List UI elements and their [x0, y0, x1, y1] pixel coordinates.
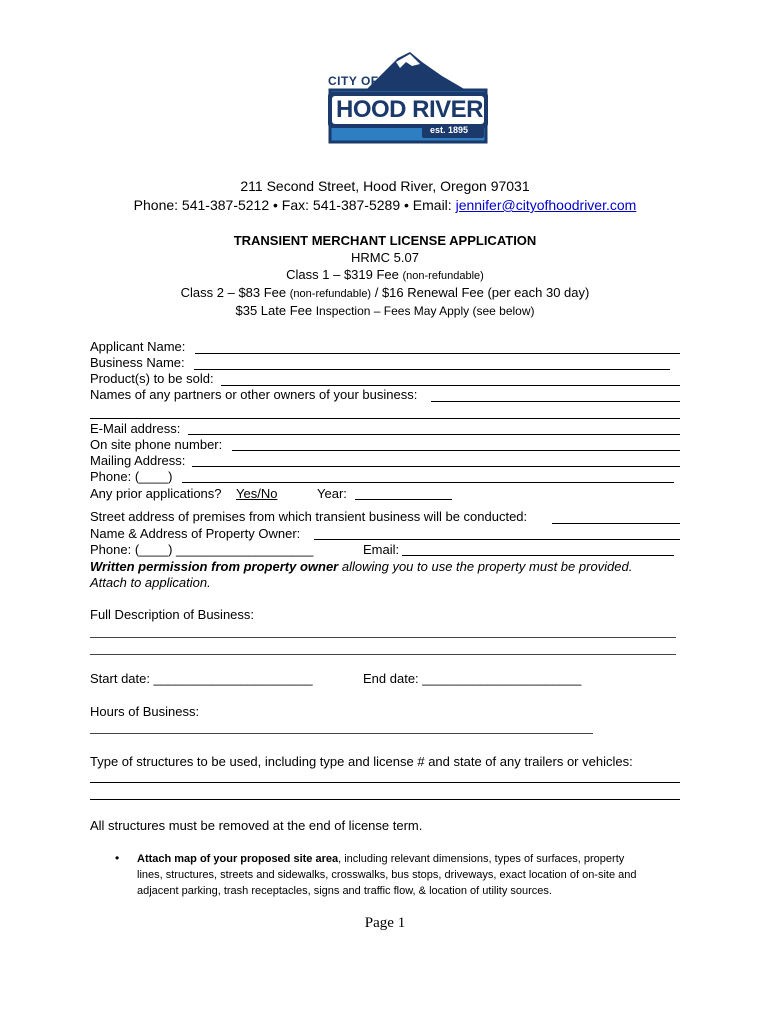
mailing-address-label: Mailing Address: — [90, 453, 186, 468]
phone-label: Phone: (____) — [90, 469, 173, 484]
owner-phone-label: Phone: (____) ___________________ — [90, 542, 314, 557]
form-title: TRANSIENT MERCHANT LICENSE APPLICATION — [233, 233, 537, 248]
class2-fee — [0, 285, 770, 300]
city-logo — [326, 50, 492, 148]
products-label: Product(s) to be sold: — [90, 371, 214, 386]
onsite-phone-field[interactable] — [232, 450, 680, 451]
description-field-line1[interactable] — [90, 637, 676, 638]
description-field-line2[interactable] — [90, 654, 676, 655]
site-map-text3: adjacent parking, trash receptacles, signs and traffic flow, & location of utility sources. — [137, 885, 552, 897]
code-ref: HRMC 5.07 — [351, 250, 419, 265]
permission-rest: allowing you to use the property must be provided. — [338, 559, 633, 574]
partners-label: Names of any partners or other owners of your business: — [90, 387, 418, 402]
class1-text: Class 1 – $319 Fee — [286, 267, 403, 282]
property-owner-field[interactable] — [314, 539, 680, 540]
partners-field[interactable] — [431, 401, 680, 402]
email-link[interactable]: jennifer@cityofhoodriver.com — [455, 197, 637, 213]
class2-renewal: / $16 Renewal Fee (per each 30 day) — [371, 285, 590, 300]
site-map-text2: lines, structures, streets and sidewalks, crosswalks, bus stops, driveways, exact location of on-site and — [137, 869, 637, 881]
hours-label: Hours of Business: — [90, 704, 200, 719]
class2-text: Class 2 – $83 Fee — [180, 285, 290, 300]
site-map-bold: Attach map of your proposed site area — [137, 853, 339, 865]
mailing-address-field[interactable] — [192, 466, 680, 467]
page-number: Page 1 — [364, 915, 406, 931]
email-address-label: E-Mail address: — [90, 421, 181, 436]
site-map-text1: , including relevant dimensions, types of surfaces, property — [338, 853, 625, 865]
applicant-name-label: Applicant Name: — [90, 339, 186, 354]
street-address-field[interactable] — [552, 523, 680, 524]
full-description-label: Full Description of Business: — [90, 607, 255, 622]
class2-note: (non-refundable) — [289, 288, 372, 300]
logo-name: HOOD RIVER — [336, 96, 484, 123]
email-address-field[interactable] — [188, 434, 680, 435]
permission-bold: Written permission from property owner — [90, 559, 339, 574]
structures-field-line2[interactable] — [90, 799, 680, 800]
address: 211 Second Street, Hood River, Oregon 97031 — [240, 178, 530, 194]
late-fee-text: $35 Late Fee — [235, 303, 316, 318]
class1-fee — [0, 267, 770, 282]
contact-text: Phone: 541-387-5212 • Fax: 541-387-5289 • Email: — [133, 197, 456, 213]
products-field[interactable] — [221, 385, 680, 386]
structures-field-line1[interactable] — [90, 782, 680, 783]
street-address-label: Street address of premises from which transient business will be conducted: — [90, 509, 528, 524]
prior-apps-label: Any prior applications? — [90, 486, 222, 501]
owner-email-field[interactable] — [402, 555, 674, 556]
start-date-label[interactable]: Start date: ______________________ — [90, 671, 313, 686]
yes-no-option[interactable]: Yes/No — [236, 486, 278, 501]
logo-city-of: CITY OF — [328, 74, 379, 88]
late-fee-note: Inspection – Fees May Apply (see below) — [315, 304, 535, 318]
permission-note — [90, 559, 632, 574]
logo-est: est. 1895 — [430, 125, 469, 135]
hours-field[interactable] — [90, 733, 593, 734]
applicant-name-field[interactable] — [195, 353, 680, 354]
year-field[interactable] — [355, 499, 452, 500]
end-date-label[interactable]: End date: ______________________ — [363, 671, 582, 686]
property-owner-label: Name & Address of Property Owner: — [90, 526, 301, 541]
late-fee — [0, 303, 770, 318]
owner-email-label: Email: — [363, 542, 400, 557]
onsite-phone-label: On site phone number: — [90, 437, 223, 452]
phone-field[interactable] — [182, 482, 674, 483]
partners-field-line2[interactable] — [90, 418, 680, 419]
removal-note: All structures must be removed at the end of license term. — [90, 818, 423, 833]
bullet-icon: • — [115, 851, 120, 865]
business-name-field[interactable] — [194, 369, 670, 370]
business-name-label: Business Name: — [90, 355, 185, 370]
class1-note: (non-refundable) — [402, 270, 484, 282]
contact-line — [0, 197, 770, 213]
year-label: Year: — [317, 486, 347, 501]
attach-note: Attach to application. — [90, 575, 211, 590]
structures-label: Type of structures to be used, including type and license # and state of any trailers or vehicles: — [90, 754, 633, 769]
site-map-instructions — [137, 851, 697, 899]
